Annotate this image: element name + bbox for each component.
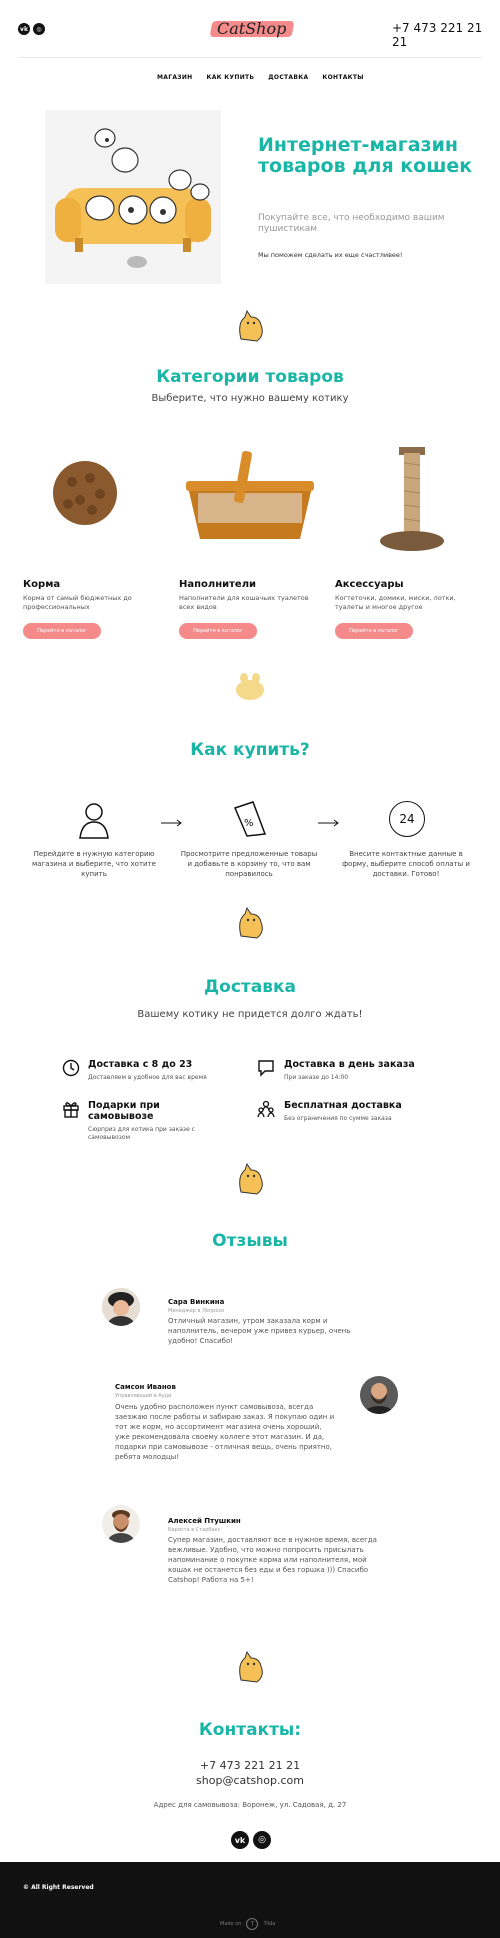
review-name: Сара Винкина (168, 1298, 225, 1306)
category-title: Наполнители (179, 579, 257, 590)
category-catalog-button[interactable]: Перейти в каталог (23, 623, 101, 639)
category-catalog-button[interactable]: Перейти в каталог (335, 623, 413, 639)
paw-divider-icon (232, 668, 268, 708)
category-card (23, 579, 163, 612)
footer (0, 1862, 500, 1938)
hero-note: Мы поможем сделать их еще счастливее! (258, 251, 403, 259)
made-on-label: Made on (220, 1921, 242, 1927)
review (168, 1298, 378, 1346)
delivery-item-title: Доставка с 8 до 23 (88, 1059, 193, 1070)
clock-icon (62, 1059, 80, 1081)
delivery-item-title: Подарки при самовывозе (88, 1100, 160, 1122)
review (168, 1517, 378, 1585)
howto-title: Как купить? (190, 740, 310, 760)
review-name: Алексей Птушкин (168, 1517, 241, 1525)
howto-step-text: Перейдите в нужную категорию магазина и выберите, что хотите купить (32, 850, 156, 878)
category-card (335, 579, 475, 612)
people-icon (257, 1100, 275, 1122)
discount-tag-icon (231, 798, 269, 842)
user-icon (76, 800, 112, 844)
hero-illustration (45, 110, 221, 284)
tilda-icon: T (246, 1918, 258, 1930)
contact-address: Адрес для самовывоза: Воронеж, ул. Садовая, д. 27 (153, 1801, 347, 1809)
hero-subtitle: Покупайте все, что необходимо вашим пушистикам (258, 213, 445, 234)
instagram-icon[interactable]: ◎ (253, 1831, 271, 1849)
delivery-item (284, 1059, 454, 1082)
category-card (179, 579, 319, 612)
cat-divider-icon (233, 1162, 269, 1202)
cat-divider-icon (233, 309, 269, 349)
contacts-title: Контакты: (198, 1720, 302, 1740)
category-desc: Корма от самый бюджетных до профессиональных (23, 594, 132, 611)
delivery-item (284, 1100, 454, 1123)
reviews-title: Отзывы (212, 1231, 288, 1251)
category-catalog-button[interactable]: Перейти в каталог (179, 623, 257, 639)
vk-icon[interactable]: vk (18, 23, 30, 35)
categories-title: Категории товаров (156, 367, 344, 387)
hero-title: Интернет-магазин товаров для кошек (258, 134, 473, 177)
delivery-item-title: Доставка в день заказа (284, 1059, 415, 1070)
logo[interactable] (205, 17, 295, 41)
cat-divider-icon (233, 1650, 269, 1690)
review (115, 1383, 335, 1462)
review-text: Очень удобно расположен пункт самовывоза, всегда заезжаю после работы и забираю заказ. Я покупаю один и тот же корм, но ассортимент магазина очень хороший, уже рекомендовала своему коллеге этот магазин. И да, подарки при самовывозе - отличная вещь, очень приятно, ребята молодцы! (115, 1403, 335, 1461)
logo-text: CatShop (217, 19, 287, 38)
review-text: Супер магазин, доставляют все в нужное время, всегда вежливые. Удобно, что можно попросить присылать напоминание о покупке корма или наполнителя, мой кошак не останется без еды и без горшка ))) Спасибо Catshop! Работа на 5+! (168, 1536, 377, 1584)
vk-icon[interactable]: vk (231, 1831, 249, 1849)
instagram-icon[interactable]: ◎ (33, 23, 45, 35)
svg-text:%: % (244, 818, 254, 829)
avatar (102, 1288, 140, 1326)
categories-subtitle: Выберите, что нужно вашему котику (151, 393, 349, 404)
contact-phone[interactable]: +7 473 221 21 21 (199, 1759, 301, 1772)
howto-step-text: Внесите контактные данные в форму, выберите способ оплаты и доставки. Готово! (342, 850, 470, 878)
cat-divider-icon (233, 906, 269, 946)
review-role: Менеджер в Лепрозо (168, 1308, 225, 1314)
review-text: Отличный магазин, утром заказала корм и наполнитель, вечером уже привез курьер, очень удобно! Спасибо! (168, 1317, 351, 1345)
nav-item-delivery[interactable]: ДОСТАВКА (268, 74, 309, 81)
nav-item-contacts[interactable]: КОНТАКТЫ (322, 74, 364, 81)
delivery-subtitle: Вашему котику не придется долго ждать! (137, 1009, 363, 1020)
header-divider (18, 57, 482, 58)
scratcher-image (377, 443, 447, 559)
delivery-item (88, 1059, 248, 1082)
litter-image (180, 447, 320, 551)
review-role: Управляющий в Ауди (115, 1393, 172, 1399)
contact-email[interactable]: shop@catshop.com (196, 1774, 304, 1787)
clock-24-label: 24 (399, 812, 415, 826)
nav-item-shop[interactable]: МАГАЗИН (157, 74, 193, 81)
delivery-item-sub: Сюрприз для котика при заказе с самовывозом (88, 1126, 195, 1141)
delivery-item-title: Бесплатная доставка (284, 1100, 402, 1111)
delivery-item (88, 1100, 228, 1142)
review-role: Бариста в Старбакс (168, 1527, 221, 1533)
main-nav (157, 74, 364, 81)
delivery-item-sub: При заказе до 14:00 (284, 1074, 349, 1081)
avatar (360, 1376, 398, 1414)
review-name: Самсон Иванов (115, 1383, 176, 1391)
made-on-brand: Tilda (263, 1921, 276, 1927)
category-desc: Когтеточки, домики, миски, лотки, туалеты и многое другое (335, 594, 456, 611)
category-title: Аксессуары (335, 579, 404, 590)
category-title: Корма (23, 579, 61, 590)
delivery-item-sub: Без ограничения по сумме заказа (284, 1115, 392, 1122)
avatar (102, 1505, 140, 1543)
arrow-right-icon (318, 812, 340, 831)
category-desc: Наполнители для кошачьих туалетов всех видов (179, 594, 309, 611)
footer-copyright: © All Right Reserved (23, 1884, 94, 1891)
food-image (40, 448, 130, 542)
made-on-tilda[interactable] (220, 1918, 275, 1930)
nav-item-howto[interactable]: КАК КУПИТЬ (206, 74, 255, 81)
clock-24-icon (389, 801, 425, 837)
header-phone[interactable]: +7 473 221 21 21 (392, 21, 483, 49)
delivery-item-sub: Доставляем в удобное для вас время (88, 1074, 207, 1081)
delivery-title: Доставка (204, 977, 296, 997)
howto-step-text: Просмотрите предложенные товары и добавьте в корзину то, что вам понравилось (180, 850, 318, 878)
chat-icon (257, 1059, 275, 1081)
arrow-right-icon (161, 812, 183, 831)
gift-icon (62, 1100, 80, 1122)
